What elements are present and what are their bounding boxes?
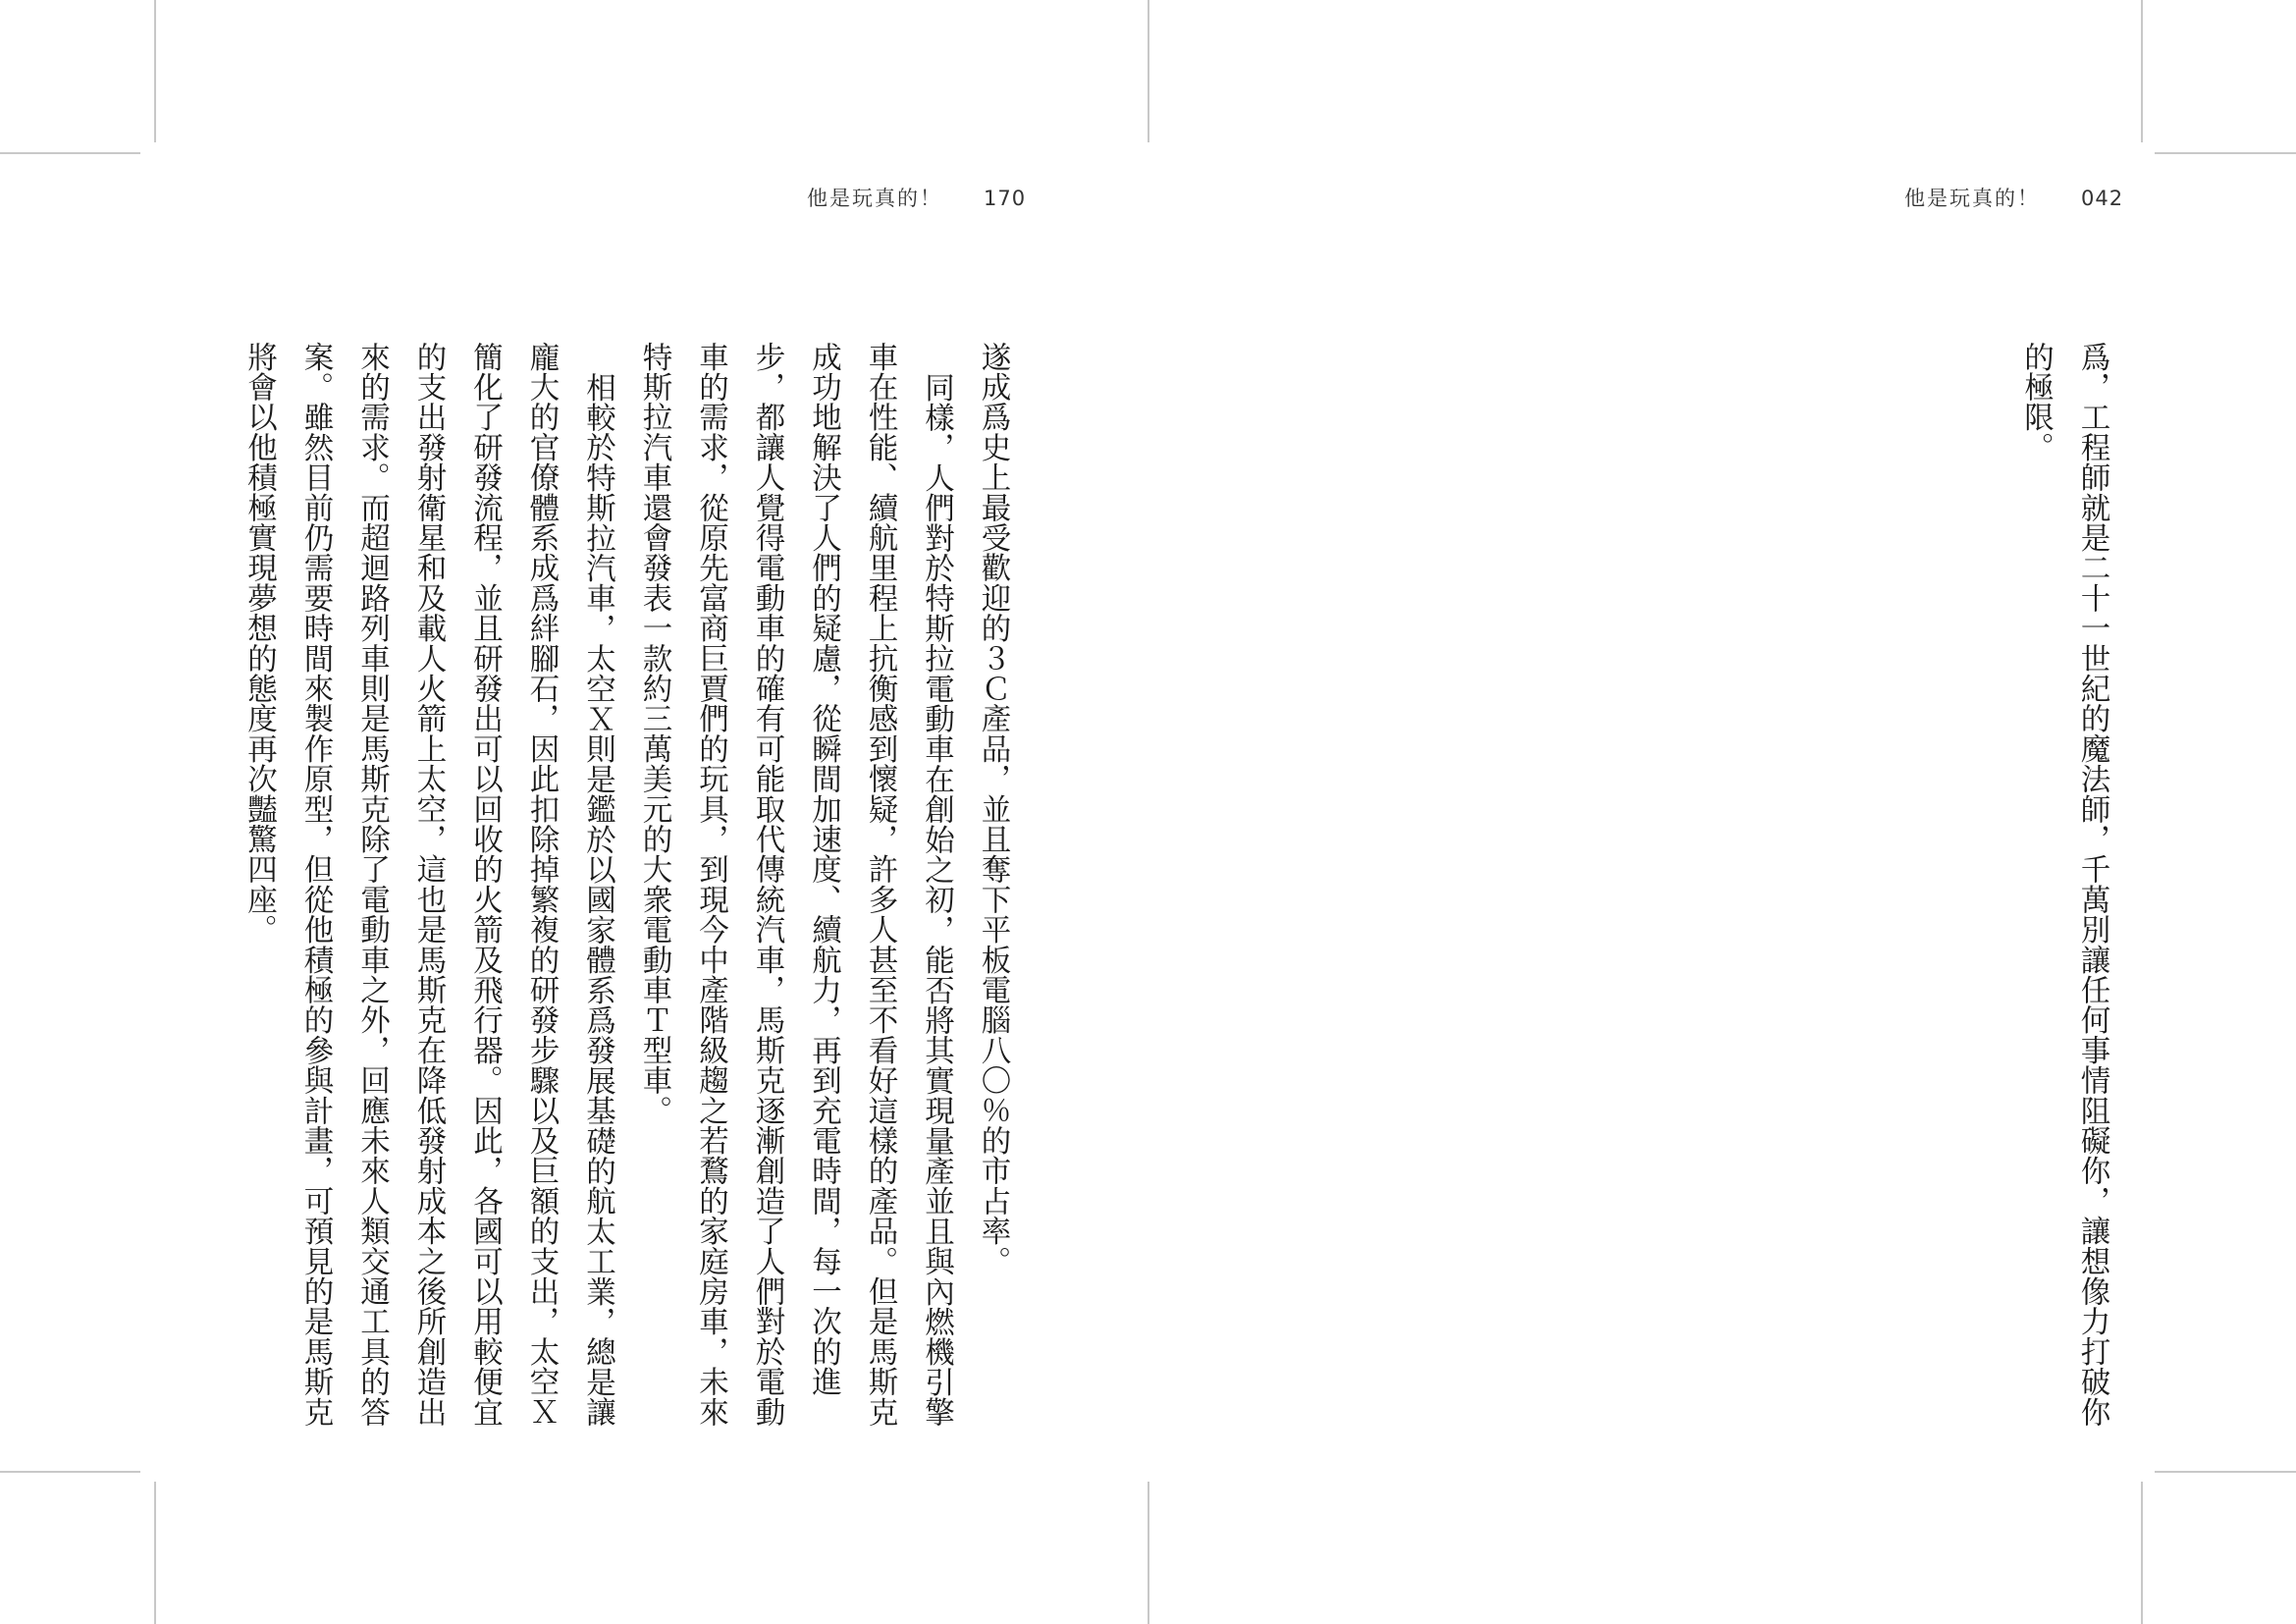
left-page-body — [218, 342, 1021, 1441]
crop-mark — [2155, 1471, 2296, 1473]
paragraph: 爲，工程師就是二十一世紀的魔法師，千萬別讓任何事情阻礙你，讓想像力打破你的極限。 — [2018, 342, 2109, 1428]
crop-mark — [1148, 0, 1149, 142]
crop-mark — [2155, 152, 2296, 154]
paragraph: 遂成爲史上最受歡迎的３Ｃ產品，並且奪下平板電腦八〇％的市占率。 — [976, 342, 1010, 1276]
crop-mark — [0, 1471, 140, 1473]
running-head-title: 他是玩真的！ — [1904, 187, 2040, 210]
crop-mark — [154, 1482, 156, 1624]
crop-mark — [154, 0, 156, 142]
paragraph: 同樣，人們對於特斯拉電動車在創始之初，能否將其實現量產並且與內燃機引擎車在性能、續航里程上抗衡感到懷疑，許多人甚至不看好這樣的產品。但是馬斯克成功地解決了人們的疑慮，從瞬間加速度、續航力，再到充電時間，每一次的進步，都讓人覺得電動車的確有可能取代傳統汽車，馬斯克逐漸創造了人們對於電動車的需求，從原先富商巨賈們的玩具，到現今中產階級趨之若鶩的家庭房車，未來特斯拉汽車還會發表一款約三萬美元的大衆電動車Ｔ型車。 — [637, 342, 954, 1428]
crop-mark — [2141, 1482, 2143, 1624]
page-number: 170 — [984, 187, 1027, 210]
running-head-right — [1904, 181, 2123, 216]
crop-mark — [2141, 0, 2143, 142]
running-head-left — [807, 181, 1026, 216]
paragraph: 相較於特斯拉汽車，太空Ｘ則是鑑於以國家體系爲發展基礎的航太工業，總是讓龐大的官僚體系成爲絆腳石，因此扣除掉繁複的研發步驟以及巨額的支出，太空Ｘ簡化了研發流程，並且研發出可以回收的火箭及飛行器。因此，各國可以用較便宜的支出發射衛星和及載人火箭上太空，這也是馬斯克在降低發射成本之後所創造出來的需求。而超迴路列車則是馬斯克除了電動車之外，回應未來人類交通工具的答案。雖然目前仍需要時間來製作原型，但從他積極的參與計畫，可預見的是馬斯克將會以他積極實現夢想的態度再次豔驚四座。 — [241, 342, 615, 1428]
page-number: 042 — [2081, 187, 2124, 210]
crop-mark — [0, 152, 140, 154]
running-head-title: 他是玩真的！ — [807, 187, 942, 210]
crop-mark — [1148, 1482, 1149, 1624]
right-page-body — [1993, 342, 2120, 1441]
